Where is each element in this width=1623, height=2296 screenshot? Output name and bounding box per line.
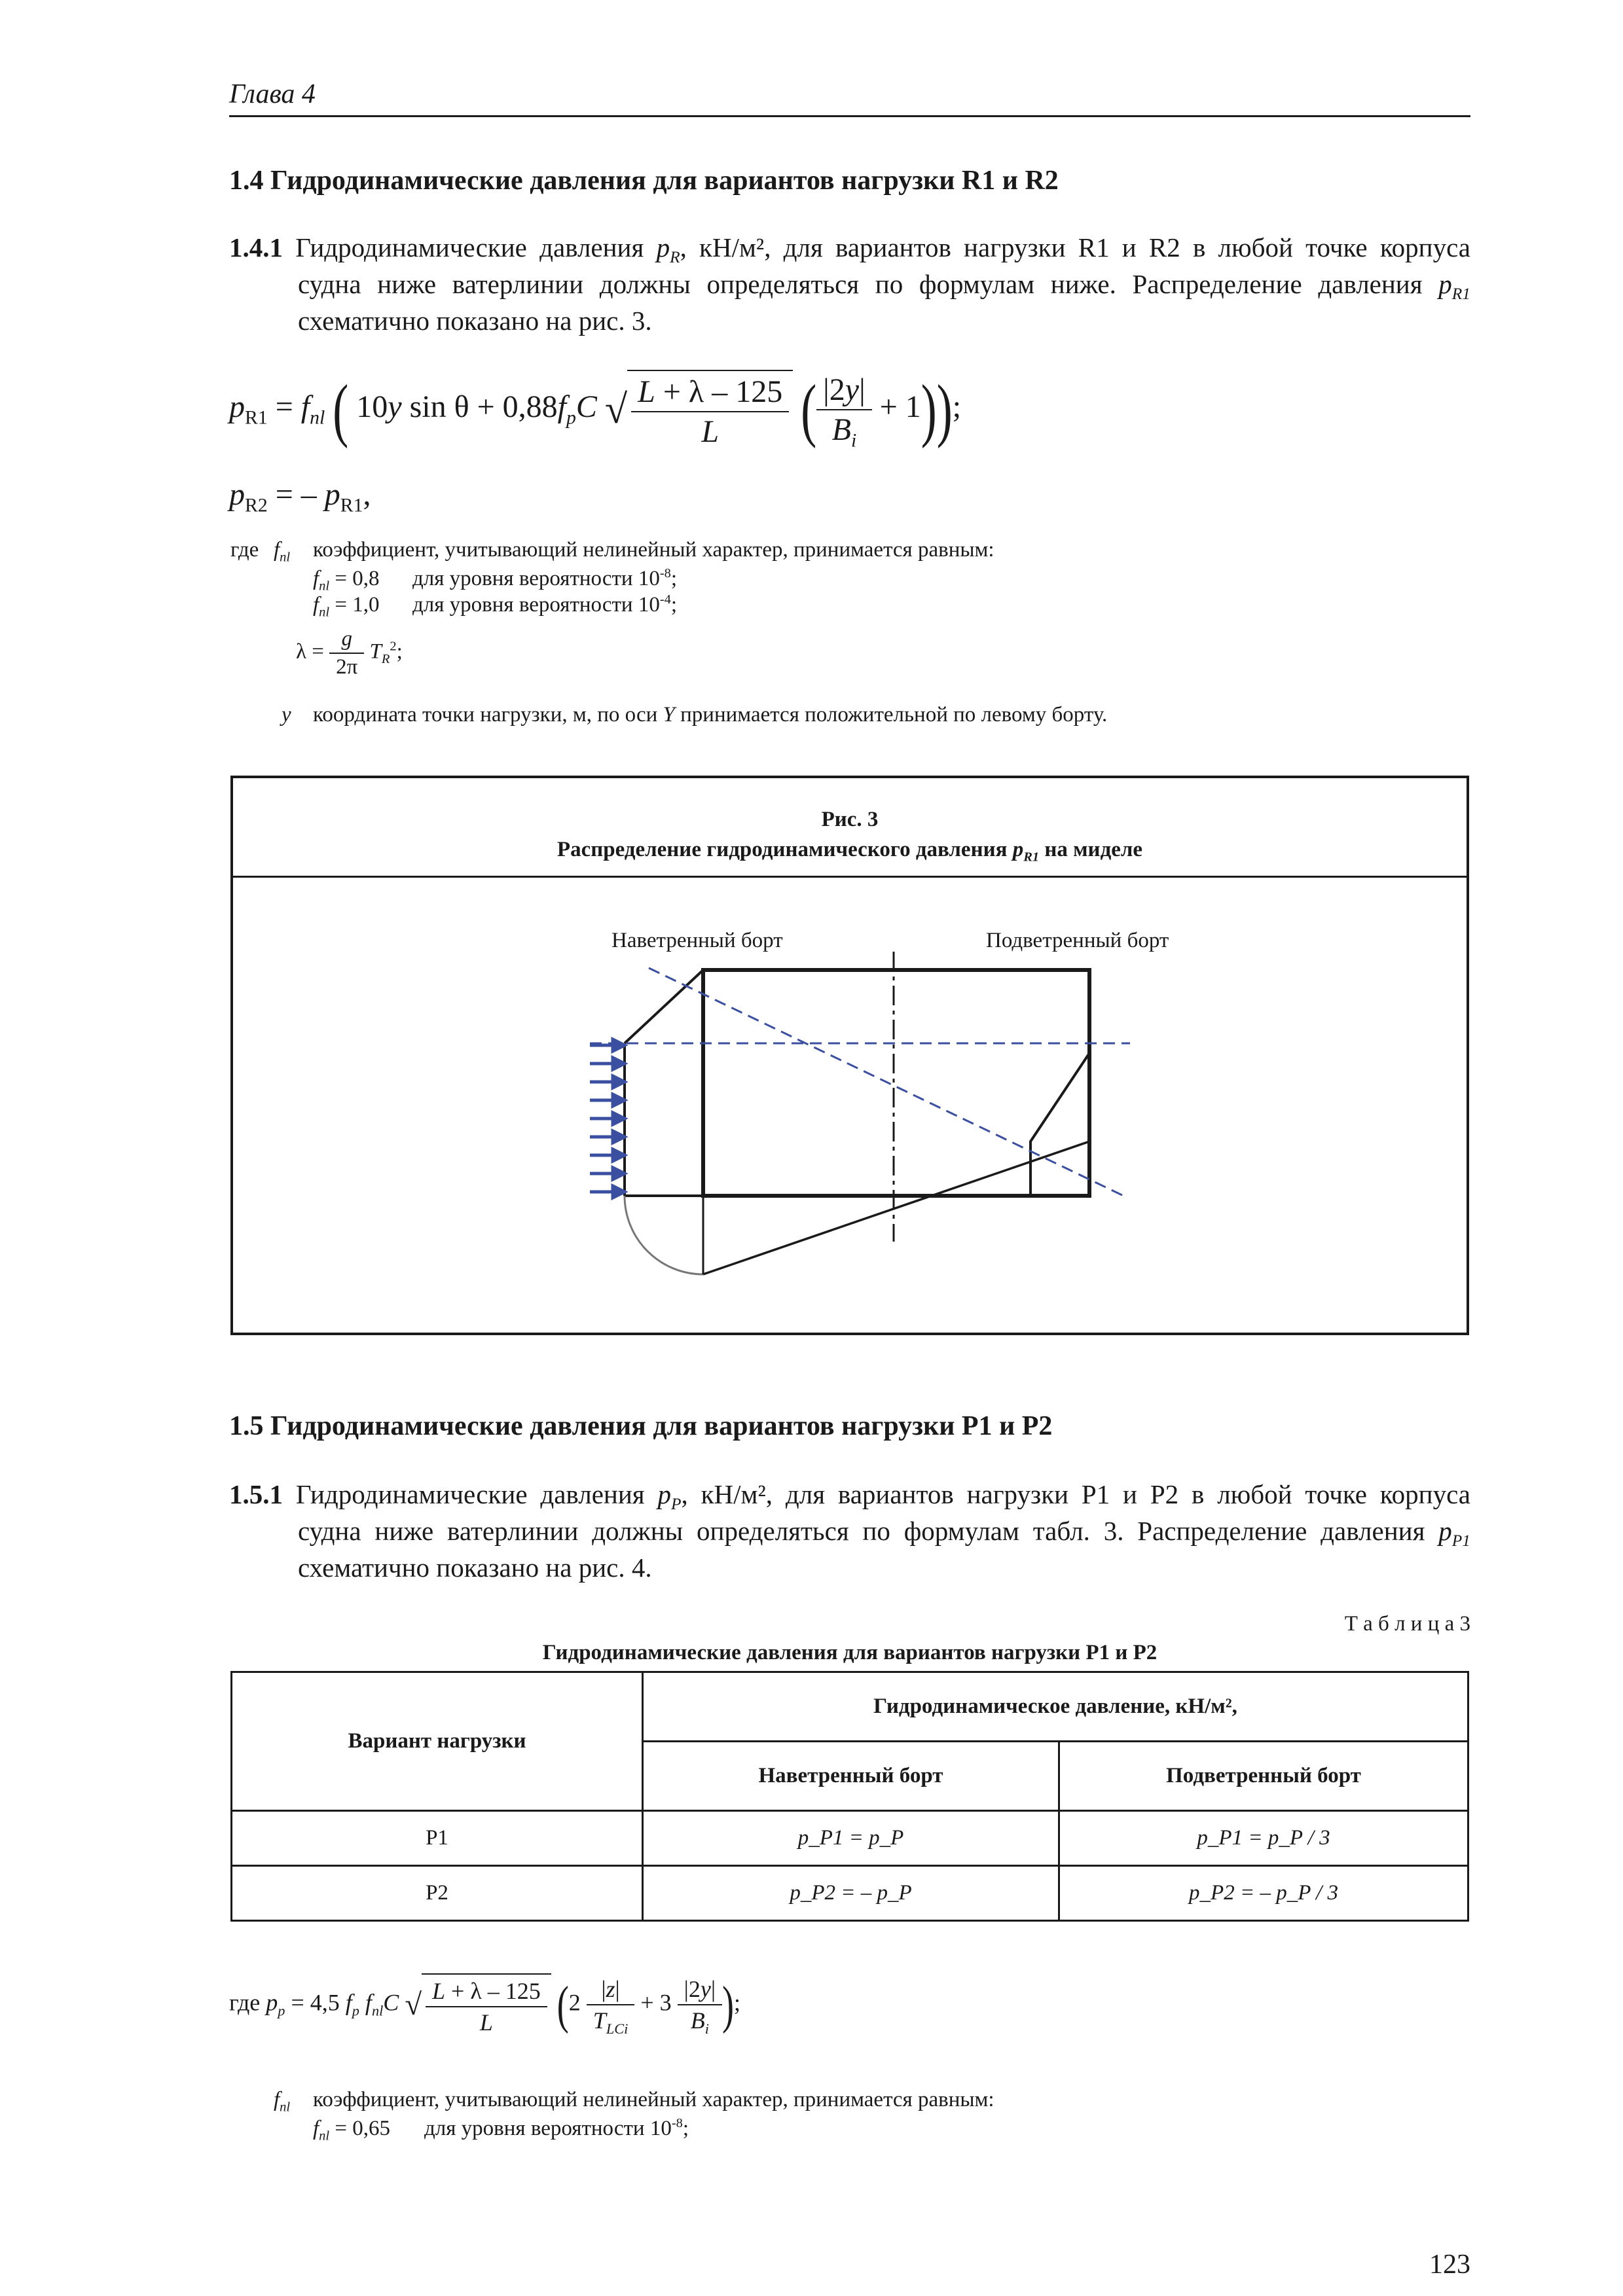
symbol-pR1: $p_{R1}$ — [1438, 269, 1470, 304]
cell-leeward: p_P2 = – p_P / 3 — [1059, 1866, 1468, 1921]
symbol-fnl: $f_{nl}$ — [274, 2088, 291, 2115]
table-row — [232, 1866, 1468, 1921]
where-label: где — [230, 538, 259, 562]
y-definition: координата точки нагрузки, м, по оси Y принимается положительной по левому борту. — [313, 703, 1108, 726]
paragraph-line — [229, 1549, 1470, 1586]
cell-variant: P1 — [232, 1811, 643, 1866]
chapter-header: Глава 4 — [229, 79, 316, 109]
clause-number: 1.4.1 — [229, 232, 283, 262]
text: Гидродинамические давления — [283, 1479, 658, 1509]
pressure-arrow-head — [613, 1113, 625, 1124]
header-rule — [229, 115, 1470, 117]
fnl-value-text: для уровня вероятности $10^{-8}$; — [424, 2116, 689, 2140]
pressure-distribution-diagram — [233, 778, 1467, 1333]
table-label: Т а б л и ц а 3 — [1344, 1612, 1470, 1636]
windward-label: Наветренный борт — [611, 929, 783, 952]
fnl-value: $f_{nl} = 0,65$ — [313, 2117, 390, 2144]
paragraph-line — [229, 266, 1470, 302]
text: схематично показано на рис. 4. — [298, 1552, 652, 1583]
header-pressure: Гидродинамическое давление, кН/м², — [643, 1672, 1468, 1742]
text: , кН/м², для вариантов нагрузки R1 и R2 в любой точке корпуса — [680, 232, 1470, 262]
header-variant: Вариант нагрузки — [232, 1672, 643, 1811]
paragraph-line — [229, 302, 1470, 339]
text: Гидродинамические давления — [283, 232, 657, 262]
lambda-formula: λ = $\frac{g}{2\pi}$ $T_R^2$; — [296, 627, 403, 679]
pressure-arrow-head — [613, 1149, 625, 1161]
cell-leeward: p_P1 = p_P / 3 — [1059, 1811, 1468, 1866]
pressure-arrow-head — [613, 1168, 625, 1179]
text: схематично показано на рис. 3. — [298, 306, 652, 336]
pressure-arrow-head — [613, 1131, 625, 1143]
formula-pR2: $p_{R2}$ = – $p_{R1}$, — [229, 477, 371, 516]
symbol-pR: $p_R$ — [656, 232, 680, 267]
page-number: 123 — [1429, 2250, 1470, 2280]
fnl-value-1: $f_{nl} = 0,8$ — [313, 567, 380, 594]
cell-variant: P2 — [232, 1866, 643, 1921]
symbol-y: y — [282, 703, 291, 726]
section-title-1-4: 1.4 Гидродинамические давления для вариантов нагрузки R1 и R2 — [229, 166, 1059, 196]
fnl-definition: коэффициент, учитывающий нелинейный характер, принимается равным: — [313, 538, 994, 562]
symbol-fnl: $f_{nl}$ — [274, 538, 291, 565]
pressure-arrow-head — [613, 1186, 625, 1198]
paragraph-line — [229, 1476, 1470, 1513]
fnl-definition: коэффициент, учитывающий нелинейный характер, принимается равным: — [313, 2088, 994, 2111]
leeward-label: Подветренный борт — [986, 929, 1169, 952]
text: , кН/м², для вариантов нагрузки P1 и P2 в любой точке корпуса — [681, 1479, 1470, 1509]
section-title-1-5: 1.5 Гидродинамические давления для вариантов нагрузки P1 и P2 — [229, 1411, 1053, 1441]
text: судна ниже ватерлинии должны определяться по формулам табл. 3. Распределение давления — [298, 1516, 1425, 1546]
table-row — [232, 1811, 1468, 1866]
symbol-pP1: $p_{P1}$ — [1438, 1516, 1470, 1551]
pressure-arrow-head — [613, 1094, 625, 1106]
clause-number: 1.5.1 — [229, 1479, 283, 1509]
cell-windward: p_P1 = p_P — [643, 1811, 1059, 1866]
pressure-arrow-head — [613, 1058, 625, 1069]
formula-pp: где $p_p = 4,5$ $f_p$ $f_{nl}C$ √ $\frac{L + \lambda - 125}{L}$ (2 $\frac{|z|}{T_{LCi}}$ + 3 $\frac{|2y|}{B_i}$ ); — [229, 1973, 740, 2036]
paragraph-line — [229, 1513, 1470, 1549]
text: судна ниже ватерлинии должны определяться по формулам ниже. Распределение давления — [298, 269, 1423, 299]
paragraph-1-5-1 — [229, 1476, 1470, 1586]
formula-pR1: $p_{R1} = f_{nl}$ ( 10y $\sin \theta + 0,88f_pC$ √ $\frac{L + \lambda - 125}{L}$ ( $\frac{|2y|}{B_i}$ + 1)); — [229, 370, 962, 452]
fnl-value-1-text: для уровня вероятности $10^{-8}$; — [412, 566, 678, 590]
inclined-waterline — [649, 968, 1123, 1196]
pressure-arrow-head — [613, 1039, 625, 1051]
header-windward: Наветренный борт — [643, 1742, 1059, 1811]
table-title: Гидродинамические давления для вариантов нагрузки P1 и P2 — [542, 1641, 1158, 1664]
windward-diagram-top — [625, 970, 703, 1043]
figure-label: Рис. 3 — [821, 808, 879, 831]
pressure-arrow-head — [613, 1076, 625, 1088]
header-leeward: Подветренный борт — [1059, 1742, 1468, 1811]
symbol-pP: $p_P$ — [657, 1479, 682, 1514]
fnl-value-2-text: для уровня вероятности $10^{-4}$; — [412, 592, 678, 617]
paragraph-line — [229, 229, 1470, 266]
fnl-value-2: $f_{nl} = 1,0$ — [313, 593, 380, 620]
bilge-arc — [625, 1196, 703, 1274]
paragraph-1-4-1 — [229, 229, 1470, 339]
figure-title: Распределение гидродинамического давления $p_{R1}$ на миделе — [556, 838, 1143, 865]
cell-windward: p_P2 = – p_P — [643, 1866, 1059, 1921]
table-3 — [230, 1671, 1469, 1922]
figure-3 — [230, 776, 1469, 1335]
